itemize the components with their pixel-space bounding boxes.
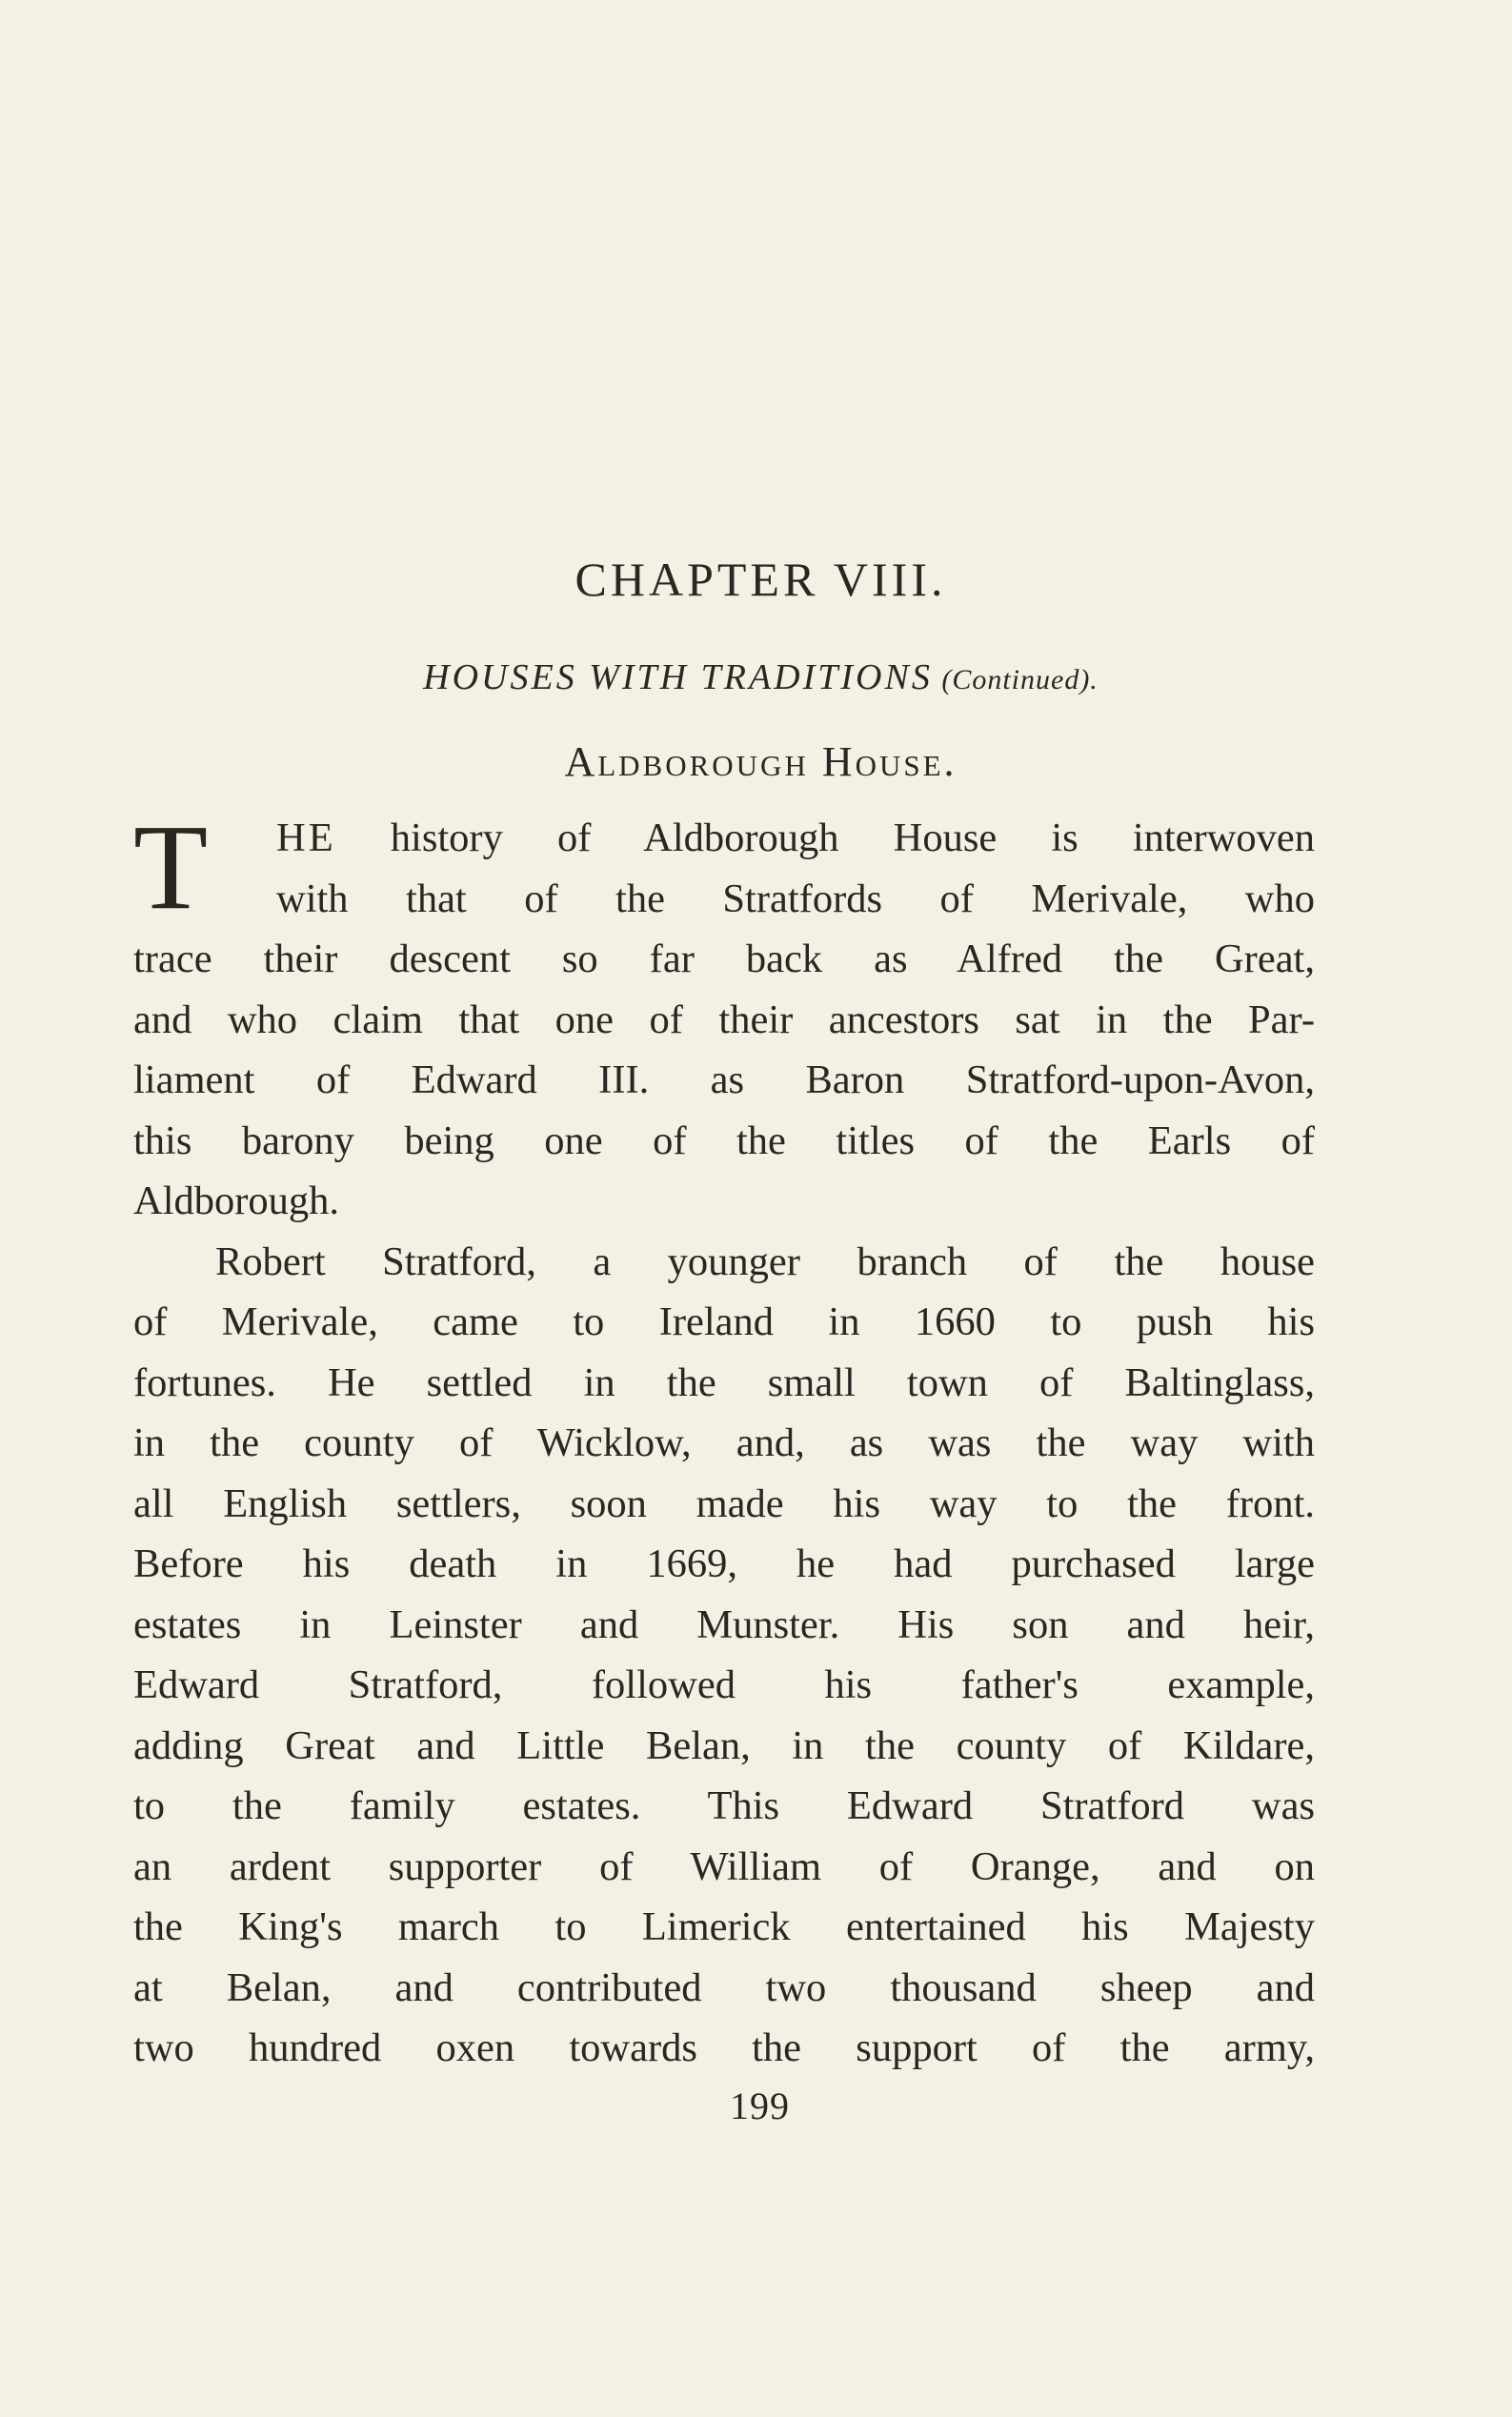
text-line: Aldborough. (133, 1178, 340, 1223)
text-line: adding Great and Little Belan, in the county of Kildare, (133, 1722, 1315, 1768)
section-title-main: HOUSES WITH TRADITIONS (423, 657, 933, 697)
text-line: trace their descent so far back as Alfred the Great, (133, 937, 1315, 981)
text-line-content: history of Aldborough House is interwoven (390, 816, 1315, 860)
text-line: and who claim that one of their ancestors sat in the Par- (133, 997, 1315, 1042)
text-line: this barony being one of the titles of the Earls of (133, 1118, 1315, 1163)
text-line: the King's march to Limerick entertained his Majesty (133, 1904, 1315, 1949)
text-line: with that of the Stratfords of Merivale, who (276, 876, 1315, 921)
text-line: fortunes. He settled in the small town of Baltinglass, (133, 1360, 1315, 1405)
first-word-rest: HE (276, 816, 336, 860)
text-line: an ardent supporter of William of Orange, and on (133, 1843, 1315, 1889)
text-line: at Belan, and contributed two thousand sheep and (133, 1964, 1315, 2010)
text-line: liament of Edward III. as Baron Stratford-upon-Avon, (133, 1057, 1315, 1102)
page-number: 199 (730, 2085, 790, 2127)
text-line (133, 808, 1315, 869)
text-line: Edward Stratford, followed his father's example, (133, 1662, 1315, 1707)
text-line: estates in Leinster and Munster. His son and heir, (133, 1601, 1315, 1647)
subheading: Aldborough House. (564, 738, 958, 785)
chapter-title: CHAPTER VIII. (575, 553, 947, 606)
text-line: all English settlers, soon made his way to the front. (133, 1480, 1315, 1526)
text-line: of Merivale, came to Ireland in 1660 to push his (133, 1299, 1315, 1344)
section-title (0, 654, 1512, 704)
section-title-continued: (Continued). (941, 664, 1099, 695)
text-line: in the county of Wicklow, and, as was the way with (133, 1420, 1315, 1465)
body-text (133, 799, 1315, 2079)
text-line: Before his death in 1669, he had purchased large (133, 1541, 1315, 1586)
drop-cap: T (133, 799, 209, 935)
text-line: to the family estates. This Edward Stratford was (133, 1783, 1315, 1828)
text-line: Robert Stratford, a younger branch of the house (215, 1239, 1315, 1284)
text-line: two hundred oxen towards the support of the army, (133, 2025, 1315, 2070)
